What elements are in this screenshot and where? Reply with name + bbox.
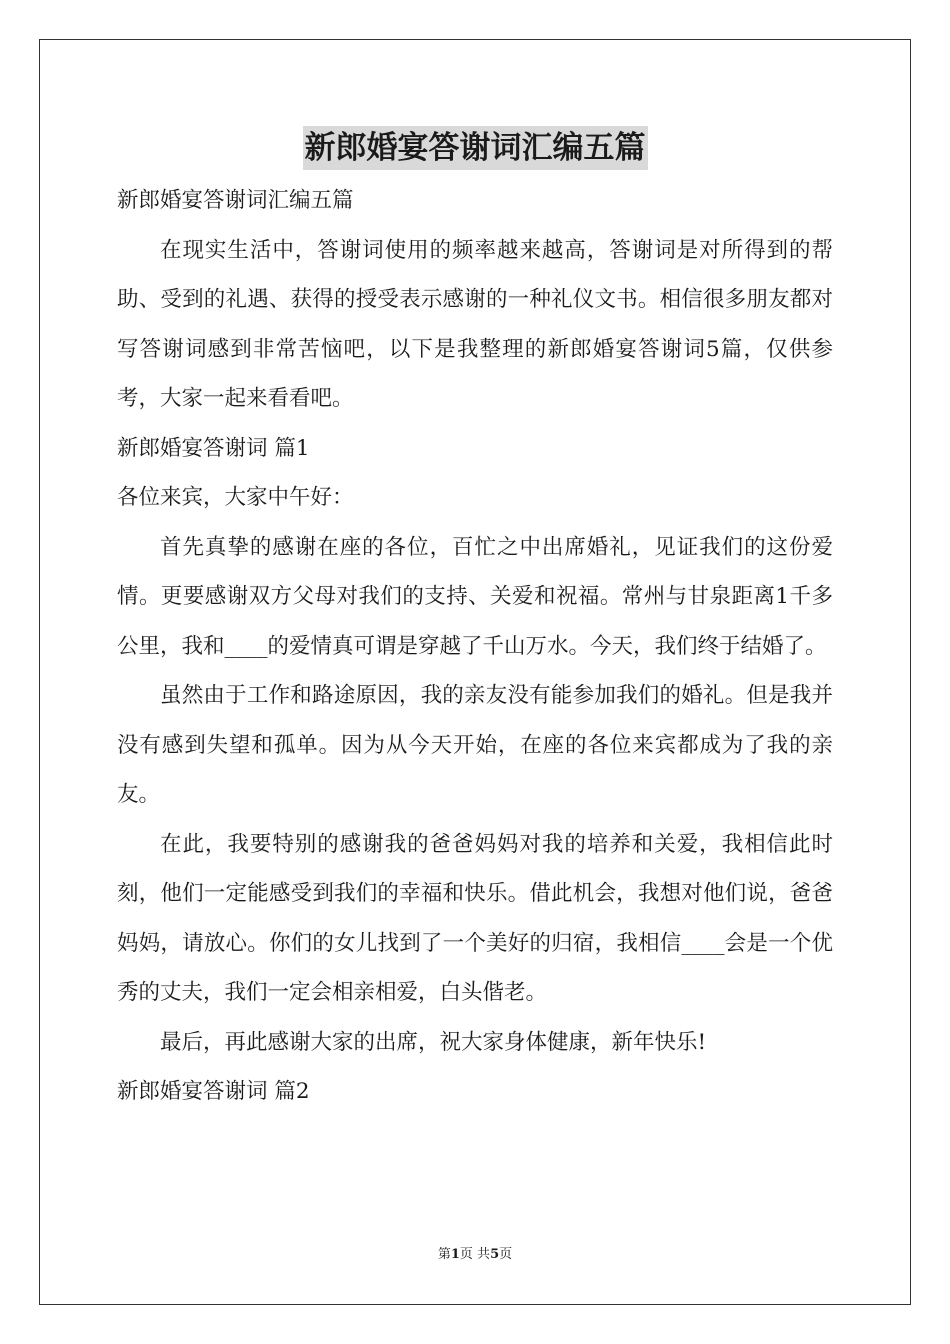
section-heading: 新郎婚宴答谢词 篇2	[117, 1079, 310, 1104]
document-body	[117, 176, 833, 1117]
document-title: 新郎婚宴答谢词汇编五篇	[303, 126, 648, 170]
greeting-line: 各位来宾，大家中午好：	[117, 485, 354, 510]
footer-suffix: 页	[499, 1247, 513, 1262]
body-paragraph: 在现实生活中，答谢词使用的频率越来越高，答谢词是对所得到的帮助、受到的礼遇、获得的授受表示感谢的一种礼仪文书。相信很多朋友都对写答谢词感到非常苦恼吧，以下是我整理的新郎婚宴答谢词5篇，仅供参考，大家一起来看看吧。	[117, 237, 833, 411]
footer-mid: 页 共	[459, 1247, 491, 1262]
footer-current-page: 1	[450, 1247, 460, 1262]
body-paragraph: 首先真挚的感谢在座的各位，百忙之中出席婚礼，见证我们的这份爱情。更要感谢双方父母对我们的支持、关爱和祝福。常州与甘泉距离1千多公里，我和____的爱情真可谓是穿越了千山万水。今天，我们终于结婚了。	[117, 534, 833, 659]
body-paragraph: 虽然由于工作和路途原因，我的亲友没有能参加我们的婚礼。但是我并没有感到失望和孤单。因为从今天开始，在座的各位来宾都成为了我的亲友。	[117, 683, 833, 807]
section-heading: 新郎婚宴答谢词 篇1	[117, 435, 310, 461]
body-paragraph: 新郎婚宴答谢词汇编五篇	[117, 188, 354, 213]
footer-prefix: 第	[437, 1247, 451, 1262]
page-footer	[0, 1246, 950, 1264]
title-container	[0, 126, 950, 170]
body-paragraph: 最后，再此感谢大家的出席，祝大家身体健康，新年快乐!	[160, 1029, 707, 1055]
footer-total-pages: 5	[490, 1247, 500, 1262]
body-paragraph: 在此，我要特别的感谢我的爸爸妈妈对我的培养和关爱，我相信此时刻，他们一定能感受到我们的幸福和快乐。借此机会，我想对他们说，爸爸妈妈，请放心。你们的女儿找到了一个美好的归宿，我相信____会是一个优秀的丈夫，我们一定会相亲相爱，白头偕老。	[117, 831, 833, 1005]
